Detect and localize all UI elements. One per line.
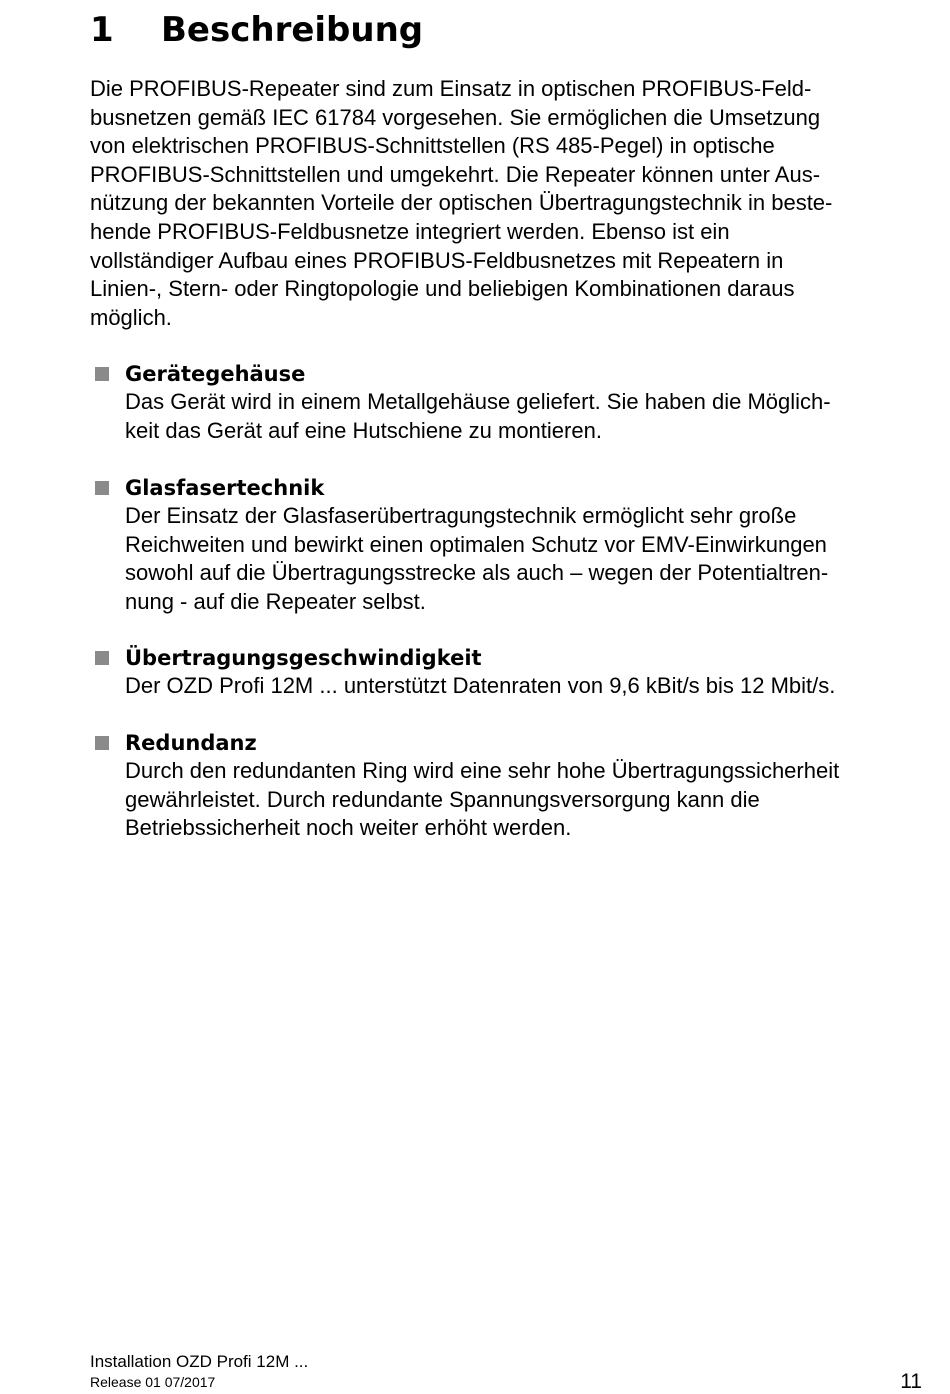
footer-release: Release 01 07/2017 — [90, 1374, 216, 1390]
intro-line: Die PROFIBUS-Repeater sind zum Einsatz in optischen PROFIBUS-Feld- — [90, 76, 812, 101]
feature-line: Der OZD Profi 12M ... unterstützt Datenraten von 9,6 kBit/s bis 12 Mbit/s. — [125, 673, 836, 698]
square-bullet-icon — [95, 651, 109, 665]
feature-item-geraetegehaeuse — [90, 360, 935, 445]
intro-line: hende PROFIBUS-Feldbusnetze integriert werden. Ebenso ist ein — [90, 218, 730, 244]
feature-line: Der Einsatz der Glasfaserübertragungstechnik ermöglicht sehr große — [125, 503, 797, 528]
feature-description — [125, 502, 935, 616]
feature-line: Betriebssicherheit noch weiter erhöht werden. — [125, 815, 572, 841]
feature-line: sowohl auf die Übertragungsstrecke als auch – wegen der Potentialtren- — [125, 560, 829, 586]
feature-item-glasfasertechnik — [90, 474, 935, 616]
intro-line: Linien-, Stern- oder Ringtopologie und beliebigen Kombinationen daraus — [90, 276, 795, 302]
intro-paragraph — [90, 75, 930, 332]
feature-item-uebertragungsgeschwindigkeit — [90, 644, 935, 701]
chapter-heading — [90, 8, 423, 52]
footer-document-title: Installation OZD Profi 12M ... — [90, 1352, 309, 1371]
feature-item-redundanz — [90, 729, 935, 843]
feature-line: Reichweiten und bewirkt einen optimalen Schutz vor EMV-Einwirkungen — [125, 531, 827, 557]
feature-line: Das Gerät wird in einem Metallgehäuse geliefert. Sie haben die Möglich- — [125, 389, 831, 414]
feature-title: Übertragungsgeschwindigkeit — [125, 646, 482, 670]
intro-line: PROFIBUS-Schnittstellen und umgekehrt. Die Repeater können unter Aus- — [90, 161, 821, 187]
feature-title: Glasfasertechnik — [125, 476, 325, 500]
intro-line: von elektrischen PROFIBUS-Schnittstellen (RS 485-Pegel) in optische — [90, 133, 775, 159]
feature-line: keit das Gerät auf eine Hutschiene zu montieren. — [125, 417, 602, 443]
feature-description — [125, 388, 935, 445]
feature-title: Gerätegehäuse — [125, 362, 306, 386]
feature-description — [125, 672, 935, 701]
feature-description — [125, 757, 935, 843]
page-number: 11 — [900, 1370, 922, 1393]
feature-line: nung - auf die Repeater selbst. — [125, 588, 426, 614]
square-bullet-icon — [95, 736, 109, 750]
intro-line: nützung der bekannten Vorteile der optischen Übertragungstechnik in beste- — [90, 190, 833, 216]
intro-line: busnetzen gemäß IEC 61784 vorgesehen. Sie ermöglichen die Umsetzung — [90, 104, 821, 130]
feature-title: Redundanz — [125, 731, 257, 755]
chapter-number: 1 — [90, 10, 114, 50]
intro-line: möglich. — [90, 304, 172, 330]
chapter-title: Beschreibung — [161, 10, 424, 50]
feature-line: gewährleistet. Durch redundante Spannungsversorgung kann die — [125, 786, 760, 812]
square-bullet-icon — [95, 367, 109, 381]
feature-line: Durch den redundanten Ring wird eine sehr hohe Übertragungssicherheit — [125, 758, 840, 783]
square-bullet-icon — [95, 481, 109, 495]
intro-line: vollständiger Aufbau eines PROFIBUS-Feldbusnetzes mit Repeatern in — [90, 247, 784, 273]
